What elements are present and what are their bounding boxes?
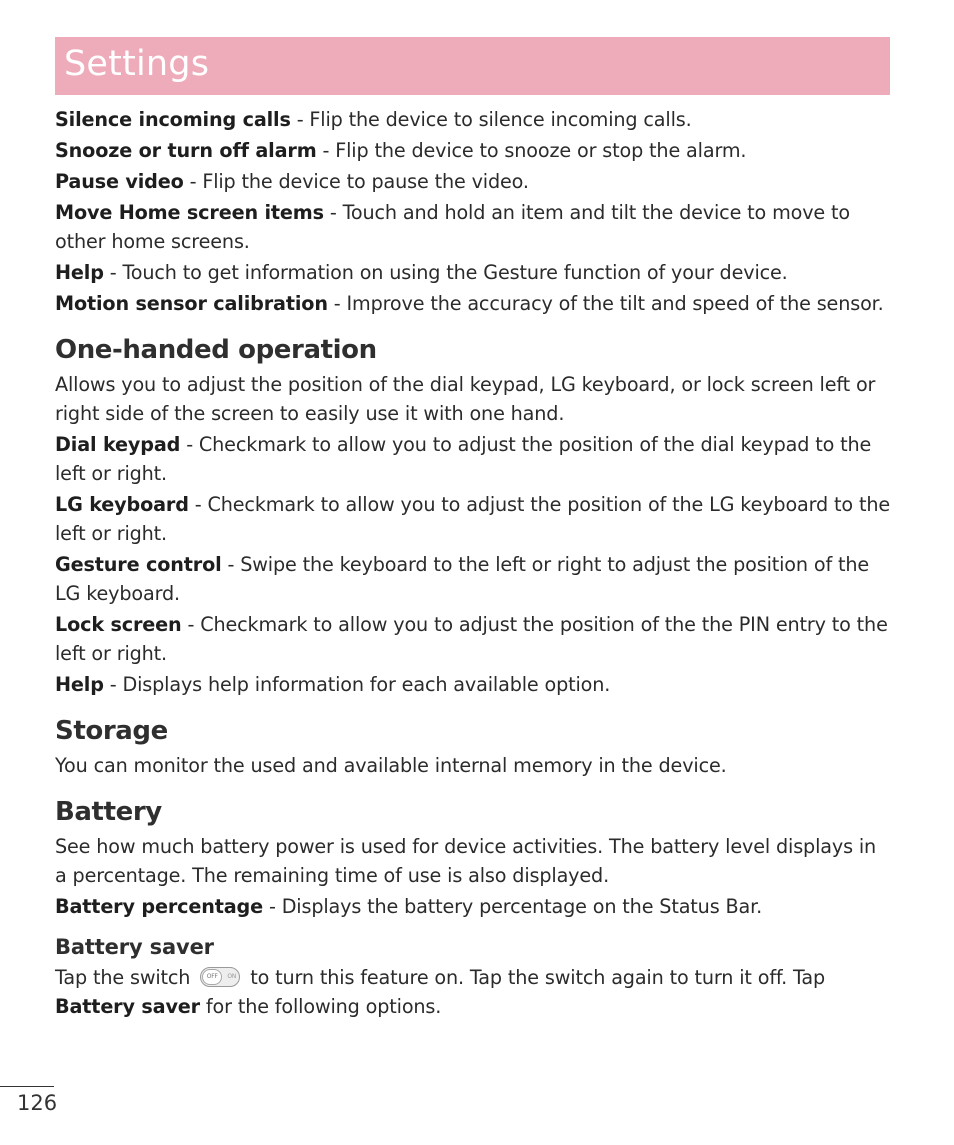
page-number: 126 [17, 1091, 58, 1115]
one-handed-item-help [55, 670, 890, 699]
gesture-item-help [55, 258, 890, 287]
one-handed-item-lg-keyboard [55, 490, 890, 548]
item-term: Help [55, 673, 104, 696]
item-text: - Displays the battery percentage on the Status Bar. [263, 895, 763, 918]
item-text: - Touch to get information on using the Gesture function of your device. [103, 261, 788, 284]
item-term: LG keyboard [55, 493, 189, 516]
battery-saver-heading: Battery saver [55, 935, 214, 959]
item-text: for the following options. [199, 995, 442, 1018]
gesture-item-pause-video [55, 167, 890, 196]
battery-heading: Battery [55, 797, 162, 827]
battery-saver-description [55, 963, 890, 1021]
section-header-band [55, 37, 890, 95]
item-text: - Checkmark to allow you to adjust the position of the LG keyboard to the left or right. [55, 493, 890, 545]
battery-percentage-item [55, 892, 890, 921]
item-text: - Improve the accuracy of the tilt and speed of the sensor. [327, 292, 884, 315]
item-term: Dial keypad [55, 433, 181, 456]
gesture-item-silence-calls [55, 105, 890, 134]
item-text: - Swipe the keyboard to the left or right to adjust the position of the LG keyboard. [55, 553, 870, 605]
one-handed-heading: One-handed operation [55, 335, 377, 365]
footer-rule [0, 1086, 54, 1087]
item-term: Lock screen [55, 613, 182, 636]
item-term: Help [55, 261, 104, 284]
gesture-item-motion-calibration [55, 289, 890, 318]
item-text: - Checkmark to allow you to adjust the position of the the PIN entry to the left or right. [55, 613, 888, 665]
item-term: Silence incoming calls [55, 108, 291, 131]
page-content [55, 105, 890, 1023]
switch-off-label: OFF [202, 969, 222, 985]
item-term: Battery percentage [55, 895, 264, 918]
item-text: to turn this feature on. Tap the switch again to turn it off. Tap [244, 966, 826, 989]
storage-heading: Storage [55, 716, 168, 746]
page-title: Settings [64, 44, 210, 84]
item-text: - Flip the device to pause the video. [183, 170, 529, 193]
item-text: Tap the switch [55, 966, 191, 989]
battery-description: See how much battery power is used for device activities. The battery level displays in a percentage. The remaining time of use is also displayed. [55, 835, 877, 887]
item-term: Gesture control [55, 553, 222, 576]
item-term: Battery saver [55, 995, 200, 1018]
item-text: - Flip the device to silence incoming calls. [290, 108, 692, 131]
item-text: - Flip the device to snooze or stop the alarm. [316, 139, 747, 162]
one-handed-item-lock-screen [55, 610, 890, 668]
item-text: - Checkmark to allow you to adjust the position of the dial keypad to the left or right. [55, 433, 872, 485]
gesture-item-move-home-items [55, 198, 890, 256]
item-term: Pause video [55, 170, 184, 193]
one-handed-item-dial-keypad [55, 430, 890, 488]
item-term: Move Home screen items [55, 201, 324, 224]
storage-description: You can monitor the used and available internal memory in the device. [55, 754, 727, 777]
switch-on-label: ON [227, 973, 237, 980]
gesture-item-snooze-alarm [55, 136, 890, 165]
item-text: - Displays help information for each available option. [103, 673, 611, 696]
item-text: - Touch and hold an item and tilt the device to move to other home screens. [55, 201, 850, 253]
one-handed-item-gesture-control [55, 550, 890, 608]
item-term: Motion sensor calibration [55, 292, 328, 315]
toggle-switch-icon [200, 967, 240, 987]
one-handed-description: Allows you to adjust the position of the dial keypad, LG keyboard, or lock screen left or right side of the screen to easily use it with one hand. [55, 373, 876, 425]
item-term: Snooze or turn off alarm [55, 139, 317, 162]
